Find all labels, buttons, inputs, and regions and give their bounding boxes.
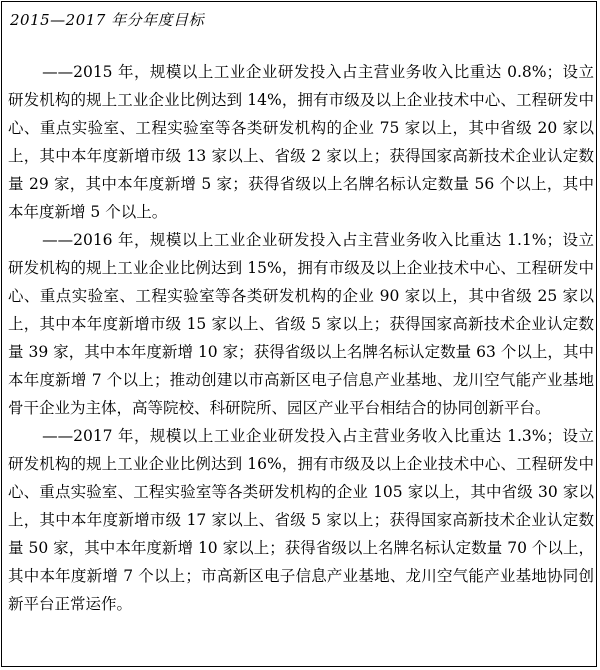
paragraph-2015: ——2015 年，规模以上工业企业研发投入占主营业务收入比重达 0.8%；设立研发机构的规上工业企业比例达到 14%，拥有市级及以上企业技术中心、工程研发中心、重点实验室、工程实验室等各类研发机构的企业 75 家以上，其中省级 20 家以上，其中本年度新增市级 13 家以上、省级 2 家以上；获得国家高新技术企业认定数量 29 家，其中本年度新增 5 家；获得省级以上名牌名标认定数量 56 个以上，其中本年度新增 5 个以上。 xyxy=(8,63,594,221)
paragraph-2017: ——2017 年，规模以上工业企业研发投入占主营业务收入比重达 1.3%；设立研发机构的规上工业企业比例达到 16%，拥有市级及以上企业技术中心、工程研发中心、重点实验室、工程实验室等各类研发机构的企业 105 家以上，其中省级 30 家以上，其中本年度新增市级 17 家以上、省级 5 家以上；获得国家高新技术企业认定数量 50 家，其中本年度新增 10 家以上；获得省级以上名牌名标认定数量 70 个以上，其中本年度新增 7 个以上；市高新区电子信息产业基地、龙川空气能产业基地协同创新平台正常运作。 xyxy=(8,427,594,613)
document-frame xyxy=(1,1,597,667)
paragraph-2016: ——2016 年，规模以上工业企业研发投入占主营业务收入比重达 1.1%；设立研发机构的规上工业企业比例达到 15%，拥有市级及以上企业技术中心、工程研发中心、重点实验室、工程实验室等各类研发机构的企业 90 家以上，其中省级 25 家以上，其中本年度新增市级 15 家以上、省级 5 家以上；获得国家高新技术企业认定数量 39 家，其中本年度新增 10 家；获得省级以上名牌名标认定数量 63 个以上，其中本年度新增 7 个以上；推动创建以市高新区电子信息产业基地、龙川空气能产业基地骨干企业为主体，高等院校、科研院所、园区产业平台相结合的协同创新平台。 xyxy=(8,231,594,417)
document-body xyxy=(8,58,594,618)
document-title: 2015—2017 年分年度目标 xyxy=(10,11,205,29)
